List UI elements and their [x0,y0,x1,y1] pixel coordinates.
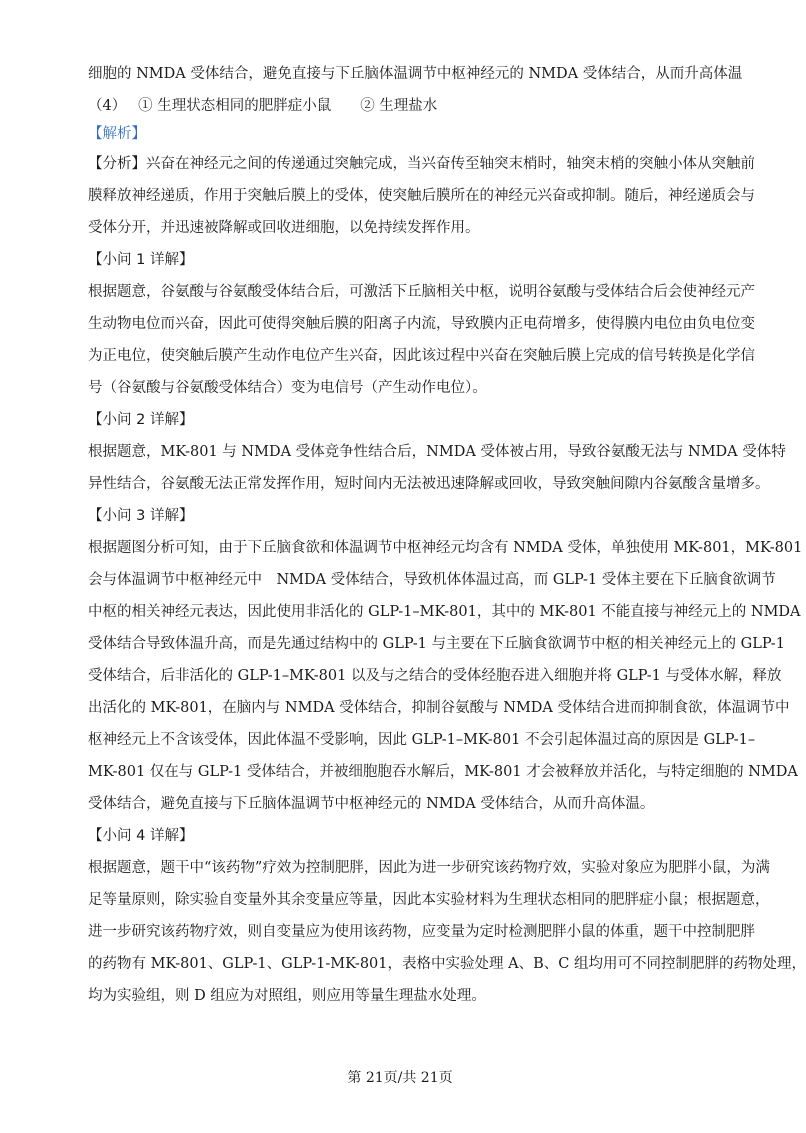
page-number-footer: 第 21页/共 21页 [347,1070,453,1086]
subquestion-4-text: 均为实验组，则 D 组应为对照组，则应用等量生理盐水处理。 [88,988,486,1004]
answer-4-line: （4） ① 生理状态相同的肥胖症小鼠 ② 生理盐水 [88,98,438,114]
subquestion-1-text: 根据题意，谷氨酸与谷氨酸受体结合后，可激活下丘脑相关中枢，说明谷氨酸与受体结合后会使神经元产 [88,284,755,300]
subquestion-4-text: 进一步研究该药物疗效，则自变量应为使用该药物，应变量为定时检测肥胖小鼠的体重，题干中控制肥胖 [88,924,755,940]
subquestion-3-text: 枢神经元上不含该受体，因此体温不受影响，因此 GLP-1–MK-801 不会引起体温过高的原因是 GLP-1– [88,732,756,748]
subquestion-4-text: 根据题意，题干中“该药物”疗效为控制肥胖，因此为进一步研究该药物疗效，实验对象应为肥胖小鼠，为满 [88,860,770,876]
subquestion-3-text: 受体结合导致体温升高，而是先通过结构中的 GLP-1 与主要在下丘脑食欲调节中枢的相关神经元上的 GLP-1 [88,636,785,652]
subquestion-3-text: 中枢的相关神经元表达，因此使用非活化的 GLP-1–MK-801，其中的 MK-801 不能直接与神经元上的 NMDA [88,604,801,620]
analysis-paragraph-line: 受体分开，并迅速被降解或回收进细胞，以免持续发挥作用。 [88,220,480,236]
subquestion-4-text: 的药物有 MK-801、GLP-1、GLP-1-MK-801，表格中实验处理 A、B、C 组均用可不同控制肥胖的药物处理， [88,956,806,972]
subquestion-2-text: 根据题意，MK-801 与 NMDA 受体竞争性结合后，NMDA 受体被占用，导致谷氨酸无法与 NMDA 受体特 [88,444,786,460]
subquestion-4-heading: 【小问 4 详解】 [88,828,194,844]
subquestion-3-text: 出活化的 MK-801，在脑内与 NMDA 受体结合，抑制谷氨酸与 NMDA 受体结合进而抑制食欲，体温调节中 [88,700,790,716]
subquestion-1-text: 为正电位，使突触后膜产生动作电位产生兴奋，因此该过程中兴奋在突触后膜上完成的信号转换是化学信 [88,348,755,364]
analysis-paragraph-line: 膜释放神经递质，作用于突触后膜上的受体，使突触后膜所在的神经元兴奋或抑制。随后，神经递质会与 [88,188,755,204]
subquestion-2-heading: 【小问 2 详解】 [88,412,194,428]
subquestion-3-text: 受体结合，避免直接与下丘脑体温调节中枢神经元的 NMDA 受体结合，从而升高体温。 [88,796,655,812]
subquestion-3-text: MK-801 仅在与 GLP-1 受体结合，并被细胞胞吞水解后，MK-801 才会被释放并活化，与特定细胞的 NMDA [88,764,798,780]
analysis-label: 【解析】 [88,126,146,142]
subquestion-3-text: 受体结合，后非活化的 GLP-1–MK-801 以及与之结合的受体经胞吞进入细胞并将 GLP-1 与受体水解，释放 [88,668,782,684]
analysis-paragraph-line: 【分析】兴奋在神经元之间的传递通过突触完成，当兴奋传至轴突末梢时，轴突末梢的突触小体从突触前 [88,156,755,172]
subquestion-1-heading: 【小问 1 详解】 [88,252,194,268]
subquestion-3-heading: 【小问 3 详解】 [88,508,194,524]
subquestion-1-text: 生动物电位而兴奋，因此可使得突触后膜的阳离子内流，导致膜内正电荷增多，使得膜内电位由负电位变 [88,316,755,332]
text-line: 细胞的 NMDA 受体结合，避免直接与下丘脑体温调节中枢神经元的 NMDA 受体结合，从而升高体温 [88,66,743,82]
subquestion-1-text: 号（谷氨酸与谷氨酸受体结合）变为电信号（产生动作电位）。 [88,380,487,396]
subquestion-4-text: 足等量原则，除实验自变量外其余变量应等量，因此本实验材料为生理状态相同的肥胖症小鼠；根据题意， [88,892,770,908]
subquestion-2-text: 异性结合，谷氨酸无法正常发挥作用，短时间内无法被迅速降解或回收，导致突触间隙内谷氨酸含量增多。 [88,476,770,492]
subquestion-3-text: 根据题图分析可知，由于下丘脑食欲和体温调节中枢神经元均含有 NMDA 受体，单独使用 MK-801，MK-801 [88,540,803,556]
subquestion-3-text: 会与体温调节中枢神经元中 NMDA 受体结合，导致机体体温过高，而 GLP-1 受体主要在下丘脑食欲调节 [88,572,776,588]
